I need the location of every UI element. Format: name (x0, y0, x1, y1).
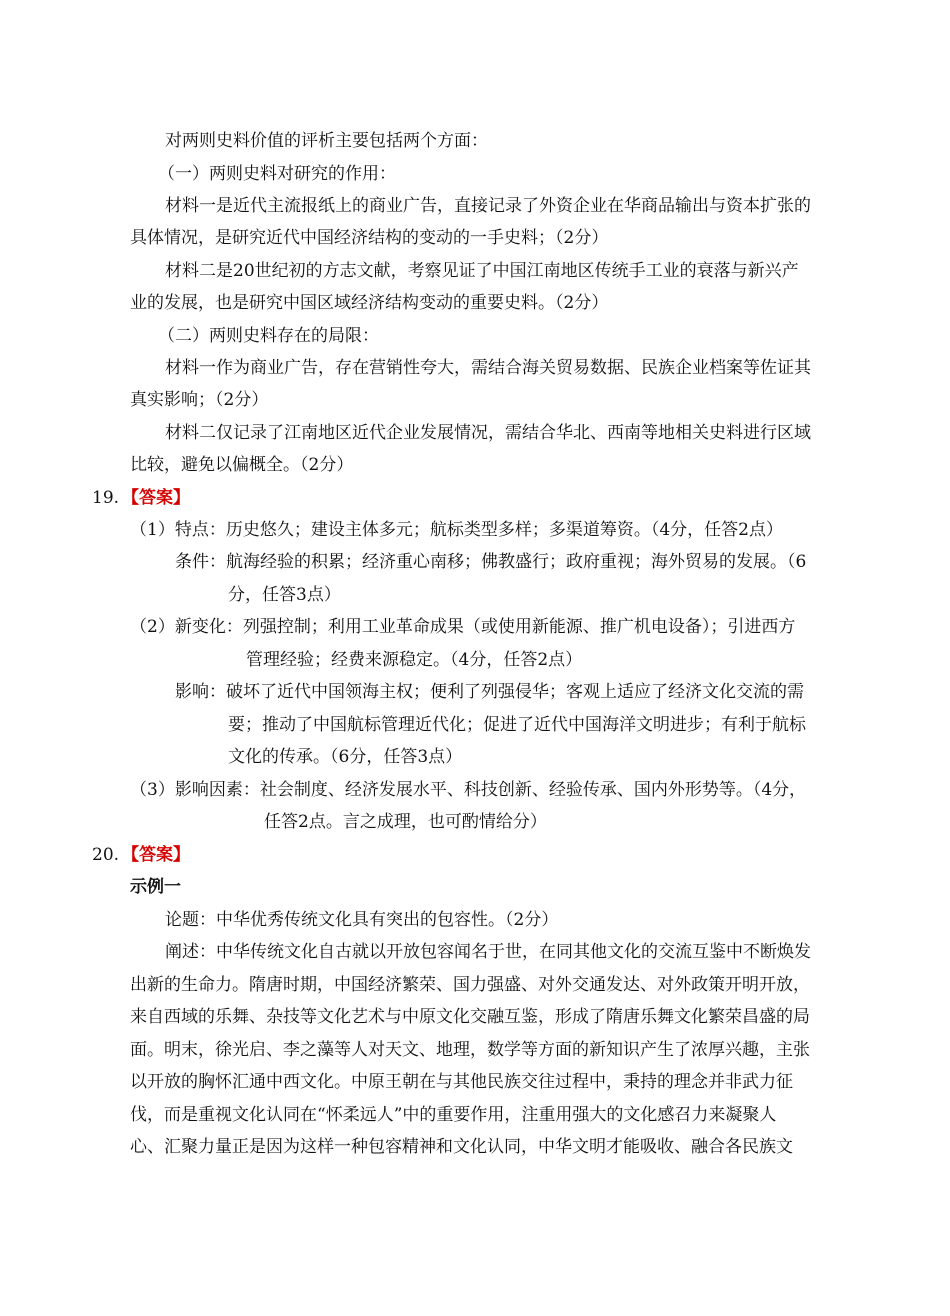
limit2-text-a: 材料二仅记录了江南地区近代企业发展情况，需结合华北、西南等地相关史料进行区域 (165, 423, 811, 443)
q19-part1-conditions-a: 条件：航海经验的积累；经济重心南移；佛教盛行；政府重视；海外贸易的发展。（6 (175, 552, 807, 572)
q20-essay-line-4: 面。明末，徐光启、李之藻等人对天文、地理，数学等方面的新知识产生了浓厚兴趣，主张 (130, 1040, 810, 1060)
q20-essay-line-6: 伐，而是重视文化认同在“怀柔远人”中的重要作用，注重用强大的文化感召力来凝聚人 (130, 1105, 777, 1125)
q19-part2-impact-b: 要；推动了中国航标管理近代化；促进了近代中国海洋文明进步；有利于航标 (228, 715, 806, 735)
q20-essay-line-2: 出新的生命力。隋唐时期，中国经济繁荣、国力强盛、对外交通发达、对外政策开明开放， (130, 975, 810, 995)
q20-thesis: 论题：中华优秀传统文化具有突出的包容性。（2分） (165, 910, 559, 930)
q20-answer-tag: 【答案】 (122, 845, 190, 865)
q19-answer-tag: 【答案】 (122, 488, 190, 508)
q20-essay-line-5: 以开放的胸怀汇通中西文化。中原王朝在与其他民族交往过程中，秉持的理念并非武力征 (130, 1072, 793, 1092)
material1-text-a: 材料一是近代主流报纸上的商业广告，直接记录了外资企业在华商品输出与资本扩张的 (165, 196, 811, 216)
intro-lead: 对两则史料价值的评析主要包括两个方面： (165, 131, 488, 151)
q19-part1-conditions-b: 分，任答3点） (228, 585, 341, 605)
limit1-text-b: 真实影响；（2分） (130, 390, 269, 410)
q20-essay-line-7: 心、汇聚力量正是因为这样一种包容精神和文化认同，中华文明才能吸收、融合各民族文 (130, 1137, 793, 1157)
q19-part3-factors-b: 任答2点。言之成理，也可酌情给分） (264, 812, 547, 832)
q19-part2-impact-c: 文化的传承。（6分，任答3点） (228, 747, 463, 767)
material2-text-b: 业的发展，也是研究中国区域经济结构变动的重要史料。（2分） (130, 293, 609, 313)
q20-essay-line-3: 来自西域的乐舞、杂技等文化艺术与中原文化交融互鉴，形成了隋唐乐舞文化繁荣昌盛的局 (130, 1007, 810, 1027)
q20-example-label: 示例一 (130, 877, 181, 897)
q19-number: 19. (92, 488, 120, 508)
q19-part2-impact-a: 影响：破坏了近代中国领海主权；便利了列强侵华；客观上适应了经济文化交流的需 (175, 682, 804, 702)
q19-part2-changes-a: （2）新变化：列强控制；利用工业革命成果（或使用新能源、推广机电设备）；引进西方 (130, 617, 796, 637)
limit1-text-a: 材料一作为商业广告，存在营销性夸大，需结合海关贸易数据、民族企业档案等佐证其 (165, 358, 811, 378)
part2-heading: （二）两则史料存在的局限： (158, 326, 379, 346)
q19-part2-changes-b: 管理经验；经费来源稳定。（4分，任答2点） (246, 650, 583, 670)
q19-part3-factors-a: （3）影响因素：社会制度、经济发展水平、科技创新、经验传承、国内外形势等。（4分， (130, 780, 807, 800)
material2-text-a: 材料二是20世纪初的方志文献，考察见证了中国江南地区传统手工业的衰落与新兴产 (165, 261, 799, 281)
limit2-text-b: 比较，避免以偏概全。（2分） (130, 455, 354, 475)
q20-essay-line-1: 阐述：中华传统文化自古就以开放包容闻名于世，在同其他文化的交流互鉴中不断焕发 (165, 942, 811, 962)
q19-part1-traits: （1）特点：历史悠久；建设主体多元；航标类型多样；多渠道筹资。（4分，任答2点） (130, 520, 783, 540)
part1-heading: （一）两则史料对研究的作用： (158, 164, 396, 184)
material1-text-b: 具体情况，是研究近代中国经济结构的变动的一手史料；（2分） (130, 228, 609, 248)
q20-number: 20. (92, 845, 120, 865)
